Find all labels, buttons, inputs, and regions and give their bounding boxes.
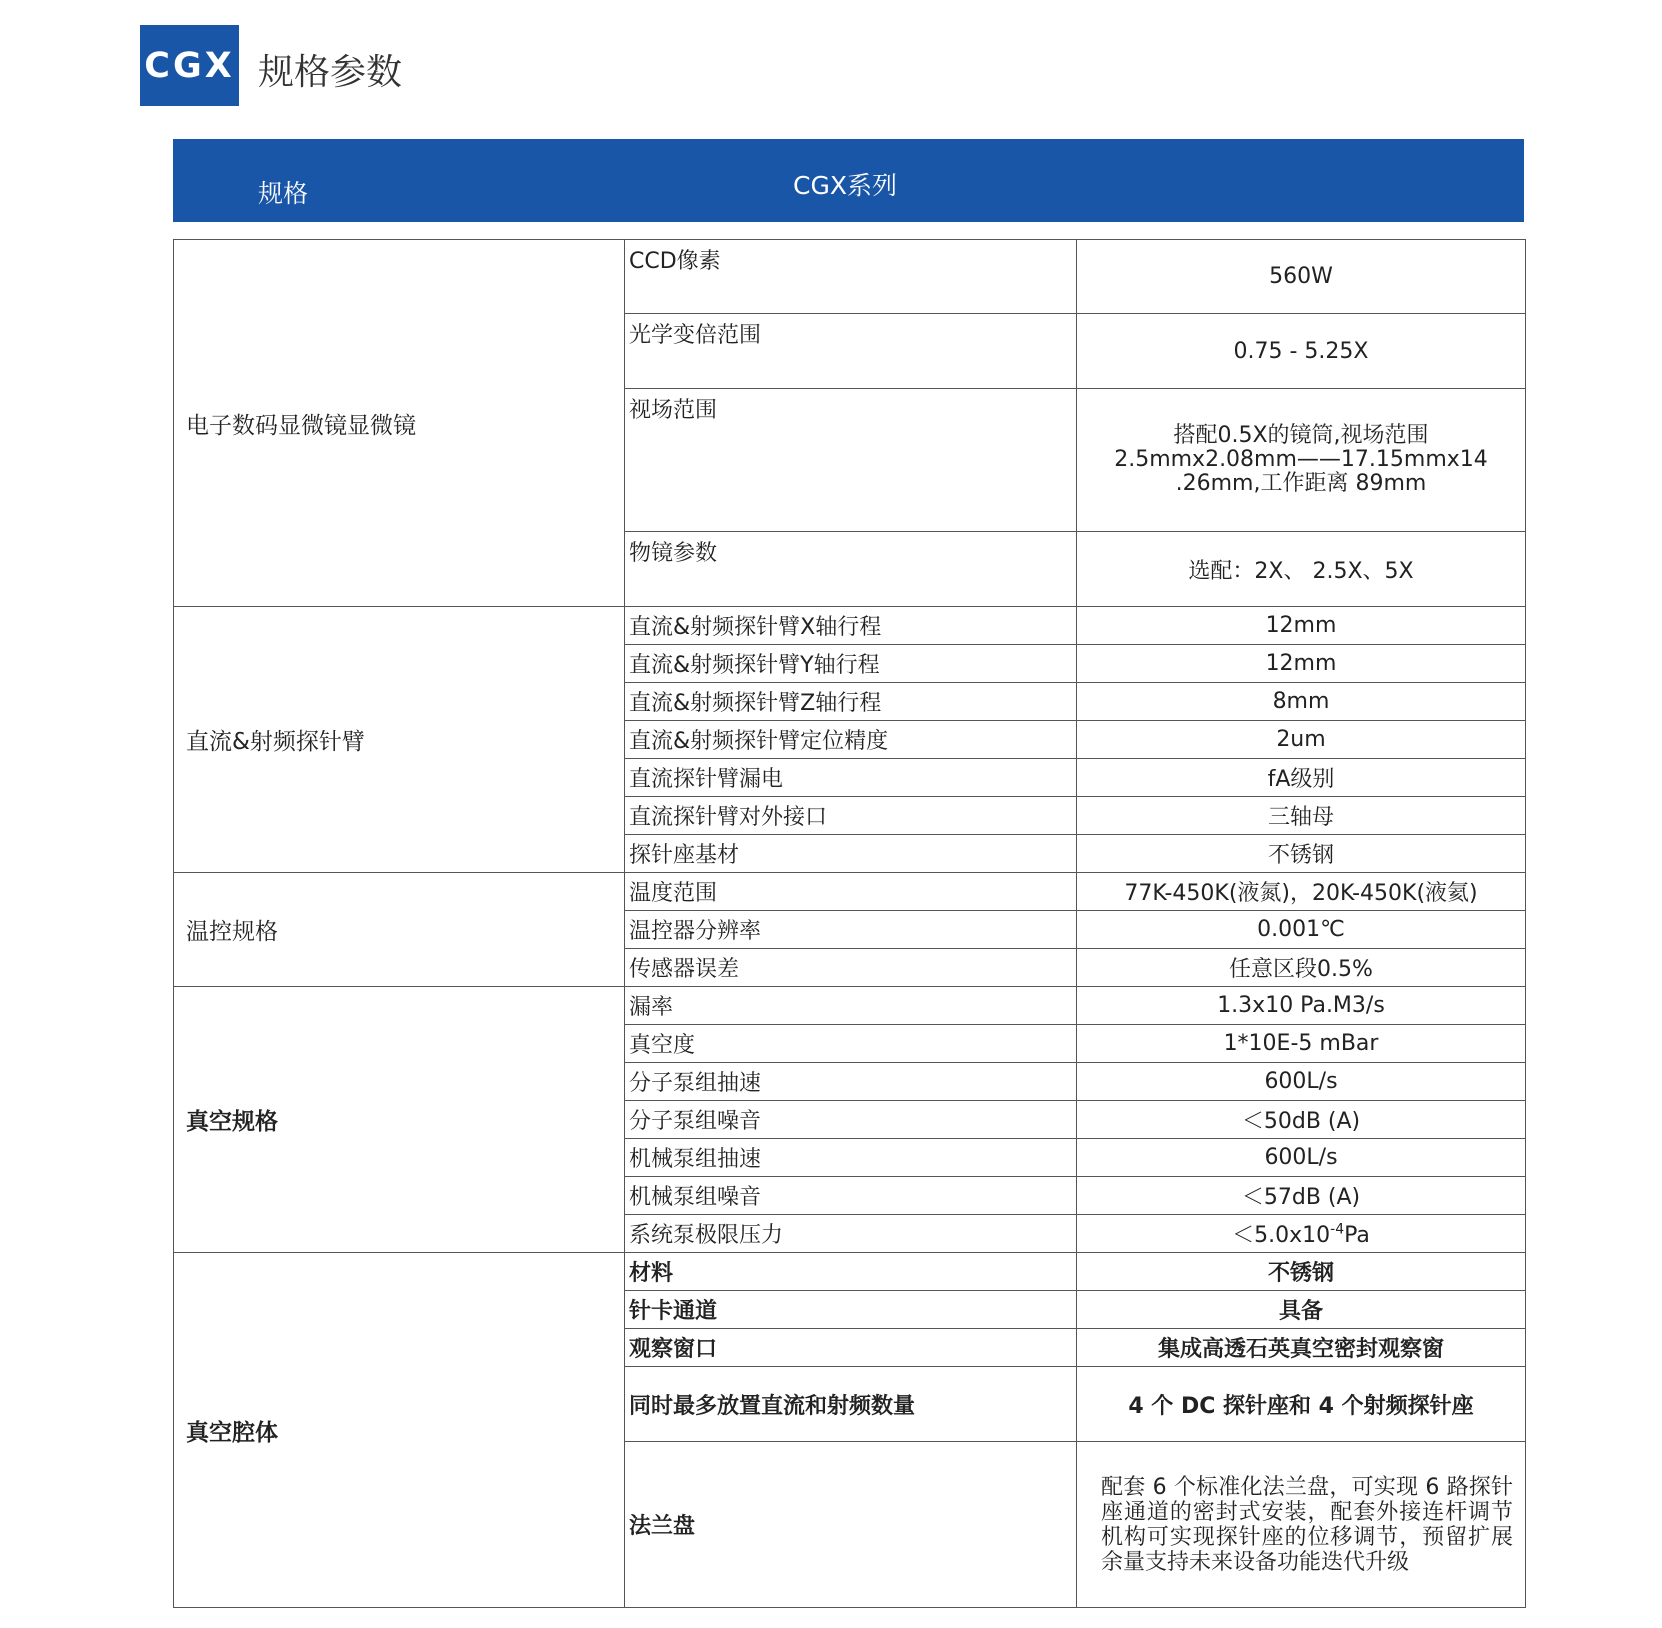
table-row bbox=[174, 607, 1526, 645]
brand-logo bbox=[140, 25, 239, 106]
param-cell: 材料 bbox=[625, 1253, 1077, 1291]
header-spec-label: 规格 bbox=[258, 179, 309, 208]
param-cell: 机械泵组抽速 bbox=[625, 1139, 1077, 1177]
value-cell: 任意区段0.5% bbox=[1077, 949, 1526, 987]
value-cell: fA级别 bbox=[1077, 759, 1526, 797]
category-cell: 电子数码显微镜显微镜 bbox=[174, 240, 625, 607]
value-cell: 三轴母 bbox=[1077, 797, 1526, 835]
param-cell: 同时最多放置直流和射频数量 bbox=[625, 1367, 1077, 1442]
param-cell: 光学变倍范围 bbox=[625, 314, 1077, 389]
value-cell: 选配：2X、 2.5X、5X bbox=[1077, 532, 1526, 607]
value-line: 2.5mmx2.08mm——17.15mmx14 bbox=[1114, 447, 1488, 472]
value-cell: 560W bbox=[1077, 240, 1526, 314]
value-cell: 600L/s bbox=[1077, 1063, 1526, 1101]
category-cell: 真空腔体 bbox=[174, 1253, 625, 1608]
param-cell: 探针座基材 bbox=[625, 835, 1077, 873]
param-cell: 漏率 bbox=[625, 987, 1077, 1025]
table-header-series bbox=[403, 139, 1524, 222]
value-cell: 0.75 - 5.25X bbox=[1077, 314, 1526, 389]
table-row bbox=[174, 240, 1526, 314]
category-cell: 温控规格 bbox=[174, 873, 625, 987]
param-cell: 直流&射频探针臂X轴行程 bbox=[625, 607, 1077, 645]
value-cell: 600L/s bbox=[1077, 1139, 1526, 1177]
param-cell: 分子泵组噪音 bbox=[625, 1101, 1077, 1139]
param-cell: 视场范围 bbox=[625, 389, 1077, 532]
table-header-spec bbox=[173, 139, 403, 222]
value-cell: ＜50dB (A) bbox=[1077, 1101, 1526, 1139]
value-cell: 1*10E-5 mBar bbox=[1077, 1025, 1526, 1063]
page-title: 规格参数 bbox=[258, 52, 403, 93]
param-cell: 观察窗口 bbox=[625, 1329, 1077, 1367]
value-cell: 不锈钢 bbox=[1077, 1253, 1526, 1291]
param-cell: 直流探针臂对外接口 bbox=[625, 797, 1077, 835]
param-cell: 针卡通道 bbox=[625, 1291, 1077, 1329]
param-cell: 系统泵极限压力 bbox=[625, 1215, 1077, 1253]
param-cell: 分子泵组抽速 bbox=[625, 1063, 1077, 1101]
value-line: .26mm,工作距离 89mm bbox=[1175, 471, 1427, 496]
value-line: 搭配0.5X的镜筒,视场范围 bbox=[1173, 423, 1429, 448]
category-cell: 真空规格 bbox=[174, 987, 625, 1253]
param-cell: 传感器误差 bbox=[625, 949, 1077, 987]
table-row bbox=[174, 873, 1526, 911]
value-exponent: -4 bbox=[1330, 1221, 1345, 1238]
param-cell: 直流&射频探针臂Z轴行程 bbox=[625, 683, 1077, 721]
spec-table bbox=[173, 239, 1526, 1608]
value-cell: 2um bbox=[1077, 721, 1526, 759]
logo-text: CGX bbox=[144, 45, 235, 86]
value-cell: 集成高透石英真空密封观察窗 bbox=[1077, 1329, 1526, 1367]
param-cell: 直流&射频探针臂定位精度 bbox=[625, 721, 1077, 759]
param-cell: 直流&射频探针臂Y轴行程 bbox=[625, 645, 1077, 683]
value-cell bbox=[1077, 1215, 1526, 1253]
param-cell: 法兰盘 bbox=[625, 1442, 1077, 1608]
category-cell: 直流&射频探针臂 bbox=[174, 607, 625, 873]
value-unit: Pa bbox=[1344, 1223, 1370, 1248]
value-main: ＜5.0x10 bbox=[1232, 1223, 1331, 1248]
value-cell: 77K-450K(液氮)，20K-450K(液氦) bbox=[1077, 873, 1526, 911]
param-cell: 温度范围 bbox=[625, 873, 1077, 911]
value-cell bbox=[1077, 389, 1526, 532]
header-series-label: CGX系列 bbox=[793, 171, 897, 200]
value-cell: 12mm bbox=[1077, 645, 1526, 683]
value-cell: 12mm bbox=[1077, 607, 1526, 645]
value-cell: 配套 6 个标准化法兰盘，可实现 6 路探针座通道的密封式安装，配套外接连杆调节机构可实现探针座的位移调节，预留扩展余量支持未来设备功能迭代升级 bbox=[1077, 1442, 1526, 1608]
value-cell: 4 个 DC 探针座和 4 个射频探针座 bbox=[1077, 1367, 1526, 1442]
param-cell: 物镜参数 bbox=[625, 532, 1077, 607]
value-cell: ＜57dB (A) bbox=[1077, 1177, 1526, 1215]
value-cell: 8mm bbox=[1077, 683, 1526, 721]
param-cell: CCD像素 bbox=[625, 240, 1077, 314]
table-row bbox=[174, 1253, 1526, 1291]
param-cell: 真空度 bbox=[625, 1025, 1077, 1063]
value-cell: 不锈钢 bbox=[1077, 835, 1526, 873]
value-cell: 0.001℃ bbox=[1077, 911, 1526, 949]
table-row bbox=[174, 987, 1526, 1025]
param-cell: 温控器分辨率 bbox=[625, 911, 1077, 949]
value-cell: 1.3x10 Pa.M3/s bbox=[1077, 987, 1526, 1025]
param-cell: 机械泵组噪音 bbox=[625, 1177, 1077, 1215]
param-cell: 直流探针臂漏电 bbox=[625, 759, 1077, 797]
value-cell: 具备 bbox=[1077, 1291, 1526, 1329]
